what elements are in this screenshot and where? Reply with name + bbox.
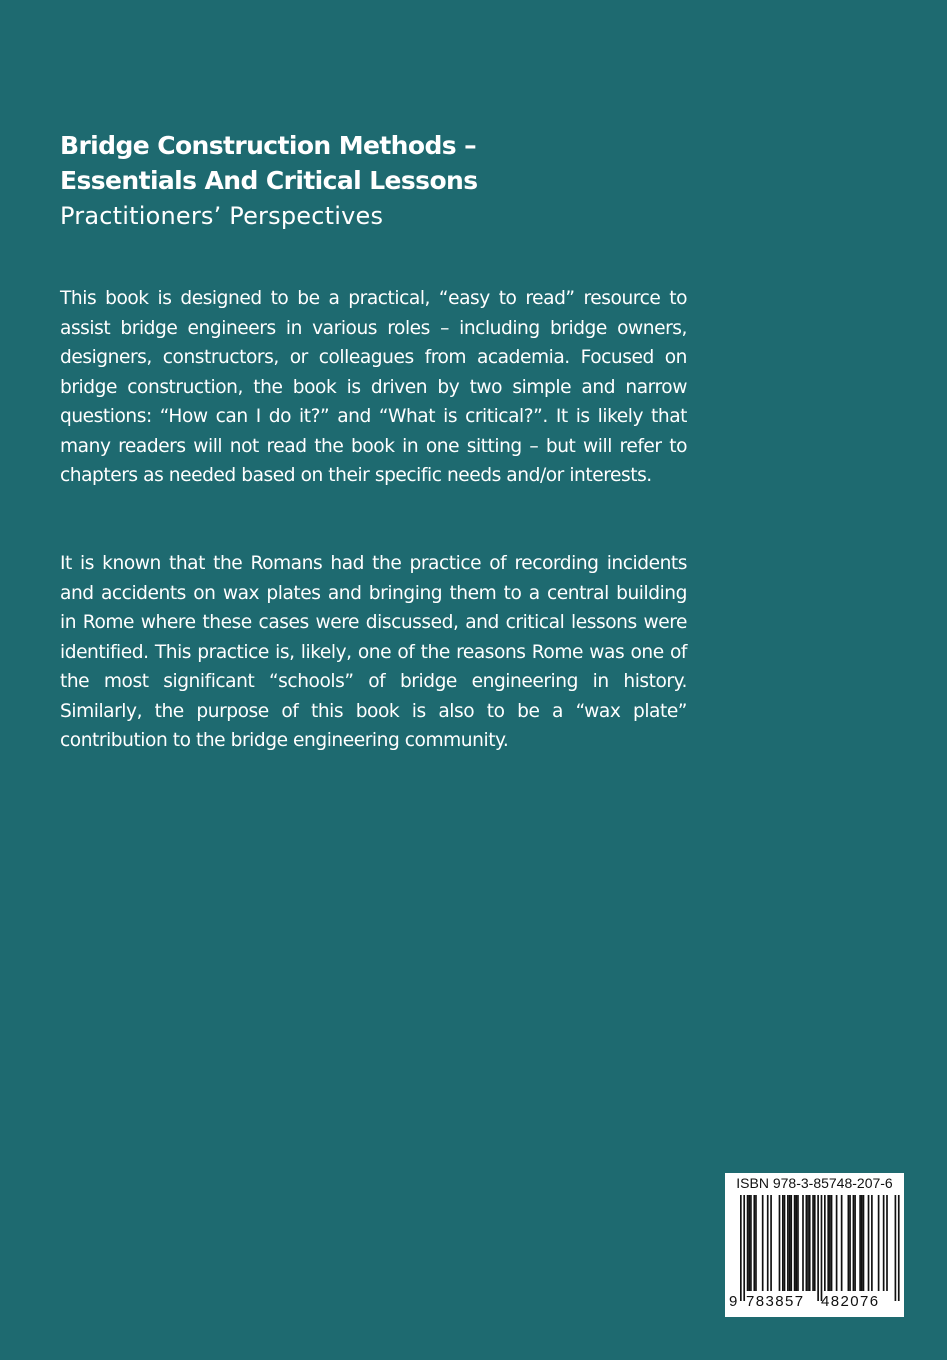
barcode-bar	[863, 1195, 865, 1291]
barcode-bar	[821, 1195, 823, 1301]
barcode-bar	[753, 1195, 755, 1291]
barcode-bar	[794, 1195, 796, 1291]
barcode-digit-first: 9	[729, 1293, 738, 1310]
barcode-bar	[836, 1195, 838, 1291]
barcode-bar	[807, 1195, 809, 1291]
title-block	[60, 128, 700, 234]
barcode-bar	[883, 1195, 885, 1291]
barcode-bar	[747, 1195, 749, 1291]
barcode-bar	[806, 1195, 808, 1291]
barcode-bar	[787, 1195, 789, 1291]
barcode-bar	[853, 1195, 855, 1291]
barcode-bar	[817, 1195, 819, 1301]
isbn-barcode	[725, 1173, 904, 1317]
barcode-bar	[886, 1195, 888, 1291]
barcode-bar	[868, 1195, 870, 1291]
barcode-bar	[743, 1195, 745, 1301]
barcode-bar	[797, 1195, 799, 1291]
barcode-bar	[755, 1195, 757, 1291]
barcode-bar	[854, 1195, 856, 1291]
blurb-paragraph-2: It is known that the Romans had the practice of recording incidents and accidents on wax plates and bringing them to a central building in Rome where these cases were discussed, and critical lessons were identified. This practice is, likely, one of the reasons Rome was one of the most significant “schools” of bridge engineering in history. Similarly, the purpose of this book is also to be a “wax plate” contribution to the bridge engineering community.	[60, 553, 687, 751]
barcode-bar	[861, 1195, 863, 1291]
barcode-bar	[779, 1195, 781, 1291]
barcode-bar	[789, 1195, 791, 1291]
barcode-bar	[809, 1195, 811, 1291]
barcode-bar	[748, 1195, 750, 1291]
barcode-bar	[831, 1195, 833, 1291]
barcode-bar	[802, 1195, 804, 1291]
barcode-bar	[829, 1195, 831, 1291]
barcode-bar	[827, 1195, 829, 1291]
barcode-bar	[878, 1195, 880, 1291]
barcode-bar	[895, 1195, 897, 1301]
barcode-bar	[898, 1195, 900, 1301]
barcode-bar	[871, 1195, 873, 1291]
barcode-bar	[795, 1195, 797, 1291]
barcode-bar	[824, 1195, 826, 1291]
barcode-bar	[848, 1195, 850, 1291]
barcode-bar	[770, 1195, 772, 1291]
barcode-bar	[841, 1195, 843, 1291]
barcode-bar	[849, 1195, 851, 1291]
barcode-digits-left: 783857	[746, 1293, 805, 1310]
barcode-bar	[859, 1195, 861, 1291]
barcode-bar	[782, 1195, 784, 1291]
barcode-bar	[750, 1195, 752, 1291]
barcode-digits	[725, 1291, 904, 1313]
barcode-bar	[812, 1195, 814, 1291]
blurb-paragraph-1: This book is designed to be a practical, “easy to read” resource to assist bridge engineers in various roles – including bridge owners, designers, constructors, or colleagues from academia. Focused on bridge construction, the book is driven by two simple and narrow questions: “How can I do it?” and “What is critical?”. It is likely that many readers will not read the book in one sitting – but will refer to chapters as needed based on their specific needs and/or interests.	[60, 288, 687, 486]
barcode-bar	[790, 1195, 792, 1291]
barcode-bar	[814, 1195, 816, 1291]
barcode-bar	[740, 1195, 742, 1301]
book-title-line-1: Bridge Construction Methods –	[60, 131, 477, 160]
book-title-line-2: Essentials And Critical Lessons	[60, 166, 478, 195]
book-subtitle: Practitioners’ Perspectives	[60, 202, 384, 230]
barcode-bar	[784, 1195, 786, 1291]
isbn-label: ISBN 978-3-85748-207-6	[736, 1175, 893, 1191]
barcode-bar	[767, 1195, 769, 1291]
barcode-digits-right: 482076	[821, 1293, 880, 1310]
barcode-bar	[762, 1195, 764, 1291]
